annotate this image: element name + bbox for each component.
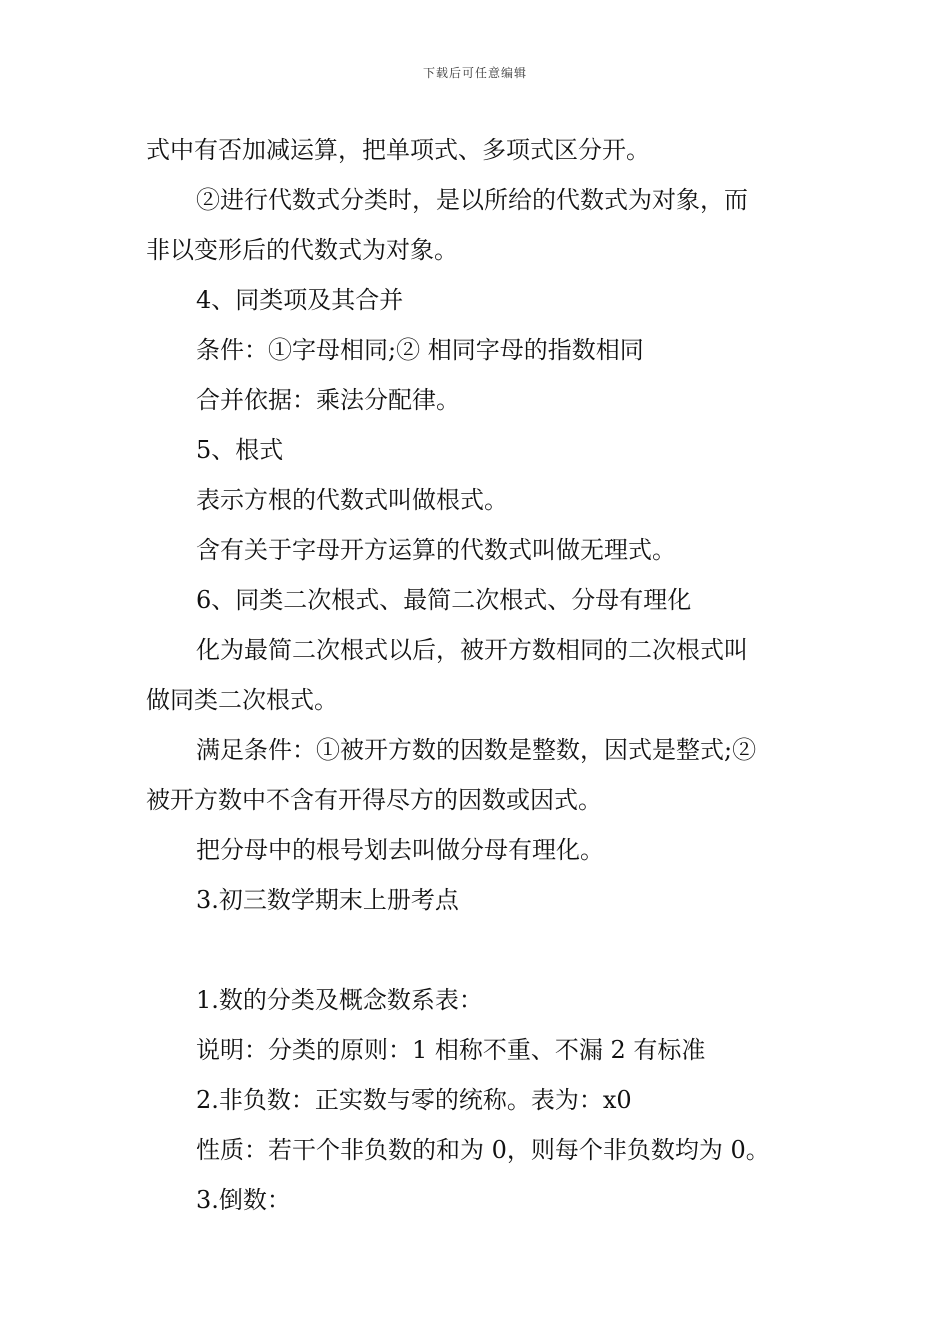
text-line: 表示方根的代数式叫做根式。 — [196, 486, 508, 514]
section-heading: 3.倒数： — [196, 1186, 291, 1214]
text-line: ②进行代数式分类时，是以所给的代数式为对象，而 — [196, 186, 748, 214]
section-heading: 5、根式 — [196, 436, 284, 464]
text-line: 把分母中的根号划去叫做分母有理化。 — [196, 836, 604, 864]
text-line: 非以变形后的代数式为对象。 — [146, 236, 458, 264]
text-line: 性质：若干个非负数的和为 0，则每个非负数均为 0。 — [196, 1136, 770, 1164]
text-line: 满足条件：①被开方数的因数是整数，因式是整式;② — [196, 736, 757, 764]
page-header-note: 下载后可任意编辑 — [422, 66, 527, 80]
text-line: 说明：分类的原则：1 相称不重、不漏 2 有标准 — [196, 1036, 706, 1064]
section-heading: 1.数的分类及概念数系表： — [196, 986, 483, 1014]
document-body — [146, 130, 816, 1230]
section-heading: 2.非负数：正实数与零的统称。表为：x0 — [196, 1086, 632, 1114]
text-line: 被开方数中不含有开得尽方的因数或因式。 — [146, 786, 602, 814]
text-line: 条件：①字母相同;② 相同字母的指数相同 — [196, 336, 644, 364]
section-heading: 6、同类二次根式、最简二次根式、分母有理化 — [196, 586, 692, 614]
text-line: 做同类二次根式。 — [146, 686, 338, 714]
blank-line — [146, 930, 816, 980]
text-line: 合并依据：乘法分配律。 — [196, 386, 460, 414]
text-line: 含有关于字母开方运算的代数式叫做无理式。 — [196, 536, 676, 564]
text-line: 式中有否加减运算，把单项式、多项式区分开。 — [146, 136, 650, 164]
section-heading: 4、同类项及其合并 — [196, 286, 404, 314]
section-heading: 3.初三数学期末上册考点 — [196, 886, 459, 914]
text-line: 化为最简二次根式以后，被开方数相同的二次根式叫 — [196, 636, 748, 664]
